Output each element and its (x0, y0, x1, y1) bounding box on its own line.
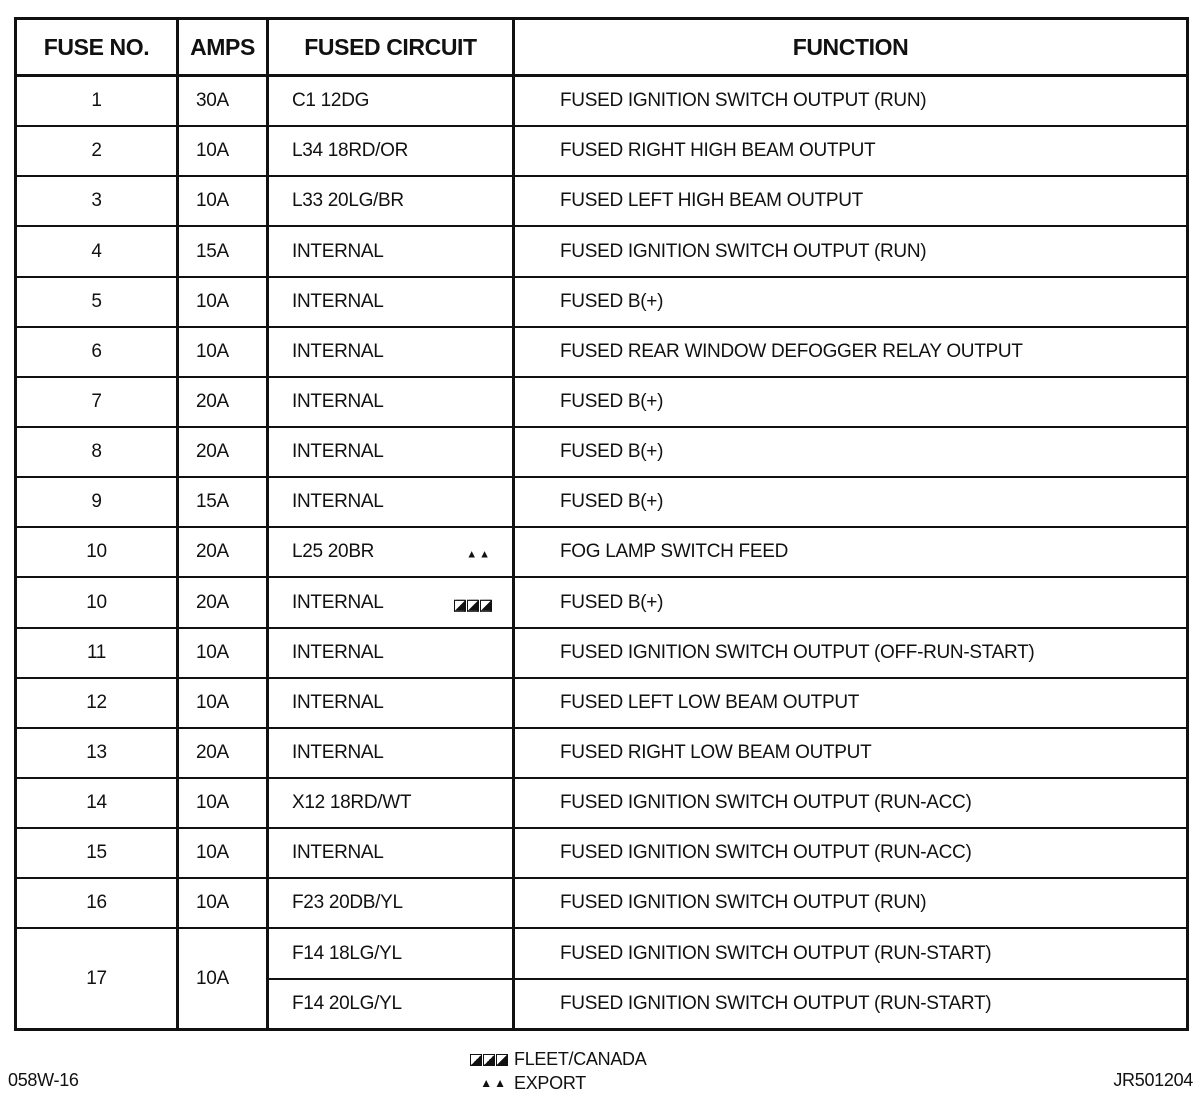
fuse-function: FUSED B(+) (514, 277, 1188, 327)
fuse-number: 14 (16, 778, 178, 828)
fused-circuit-label: INTERNAL (292, 591, 384, 613)
header-amps: AMPS (178, 19, 268, 76)
table-row (16, 277, 1188, 327)
legend-fleet-row (462, 1047, 646, 1071)
header-fused-circuit: FUSED CIRCUIT (268, 19, 514, 76)
fused-circuit-label: INTERNAL (292, 390, 384, 412)
fused-circuit (268, 728, 514, 778)
fused-circuit (268, 577, 514, 627)
fused-circuit-label: INTERNAL (292, 691, 384, 713)
table-row (16, 327, 1188, 377)
fused-circuit (268, 678, 514, 728)
fuse-function: FUSED B(+) (514, 577, 1188, 627)
fuse-amps: 10A (178, 928, 268, 1029)
table-row (16, 176, 1188, 226)
legend-export-row (462, 1071, 646, 1095)
fused-circuit (268, 778, 514, 828)
header-fuse-no: FUSE NO. (16, 19, 178, 76)
fuse-number: 10 (16, 577, 178, 627)
fused-circuit-label: X12 18RD/WT (292, 792, 412, 814)
fuse-amps: 10A (178, 778, 268, 828)
fuse-amps: 30A (178, 76, 268, 127)
fused-circuit-label: C1 12DG (292, 90, 370, 112)
fused-circuit-label: INTERNAL (292, 340, 384, 362)
fuse-number: 16 (16, 878, 178, 928)
fuse-function: FUSED IGNITION SWITCH OUTPUT (OFF-RUN-START) (514, 628, 1188, 678)
fused-circuit-label: INTERNAL (292, 441, 384, 463)
fuse-function: FUSED IGNITION SWITCH OUTPUT (RUN-ACC) (514, 778, 1188, 828)
fused-circuit (268, 327, 514, 377)
fuse-function: FUSED B(+) (514, 477, 1188, 527)
table-row (16, 126, 1188, 176)
fuse-amps: 20A (178, 377, 268, 427)
fuse-amps: 10A (178, 828, 268, 878)
fused-circuit (268, 226, 514, 276)
fuse-amps: 20A (178, 527, 268, 577)
table-row (16, 878, 1188, 928)
fuse-number: 12 (16, 678, 178, 728)
fuse-function: FUSED RIGHT LOW BEAM OUTPUT (514, 728, 1188, 778)
fuse-function: FUSED B(+) (514, 427, 1188, 477)
table-row (16, 226, 1188, 276)
table-row (16, 678, 1188, 728)
fuse-amps: 10A (178, 628, 268, 678)
fuse-function: FOG LAMP SWITCH FEED (514, 527, 1188, 577)
fuse-number: 3 (16, 176, 178, 226)
fused-circuit (268, 277, 514, 327)
table-row (16, 728, 1188, 778)
fused-circuit (268, 628, 514, 678)
fuse-amps: 10A (178, 126, 268, 176)
table-row (16, 377, 1188, 427)
header-function: FUNCTION (514, 19, 1188, 76)
fuse-function: FUSED IGNITION SWITCH OUTPUT (RUN) (514, 878, 1188, 928)
fuse-function: FUSED RIGHT HIGH BEAM OUTPUT (514, 126, 1188, 176)
table-header-row (16, 19, 1188, 76)
fuse-number: 1 (16, 76, 178, 127)
fuse-number: 17 (16, 928, 178, 1029)
fuse-number: 9 (16, 477, 178, 527)
fuse-amps: 15A (178, 226, 268, 276)
fuse-number: 6 (16, 327, 178, 377)
fuse-amps: 20A (178, 427, 268, 477)
figure-code-left: 058W-16 (8, 1070, 79, 1090)
fuse-number: 4 (16, 226, 178, 276)
fuse-chart (14, 17, 1186, 1031)
fuse-amps: 10A (178, 678, 268, 728)
fuse-amps: 10A (178, 176, 268, 226)
fused-circuit (268, 377, 514, 427)
table-row (16, 628, 1188, 678)
fused-circuit (268, 76, 514, 127)
fused-circuit (268, 427, 514, 477)
fuse-table (14, 17, 1189, 1031)
fuse-amps: 20A (178, 728, 268, 778)
legend (462, 1047, 646, 1095)
fuse-function: FUSED REAR WINDOW DEFOGGER RELAY OUTPUT (514, 327, 1188, 377)
export-triangles-icon: ▲▲ (466, 548, 492, 561)
table-row (16, 928, 1188, 978)
fuse-function: FUSED IGNITION SWITCH OUTPUT (RUN-START) (514, 979, 1188, 1030)
fused-circuit: F14 18LG/YL (268, 928, 514, 978)
table-body (16, 76, 1188, 1030)
fused-circuit (268, 126, 514, 176)
fused-circuit-label: INTERNAL (292, 290, 384, 312)
table-row (16, 778, 1188, 828)
fused-circuit (268, 878, 514, 928)
fuse-function: FUSED LEFT LOW BEAM OUTPUT (514, 678, 1188, 728)
table-row (16, 828, 1188, 878)
fused-circuit-label: L33 20LG/BR (292, 190, 404, 212)
table-row (16, 76, 1188, 127)
legend-fleet-label: FLEET/CANADA (514, 1048, 647, 1069)
fused-circuit-label: INTERNAL (292, 491, 384, 513)
fuse-number: 5 (16, 277, 178, 327)
fuse-amps: 10A (178, 878, 268, 928)
fuse-number: 7 (16, 377, 178, 427)
fuse-number: 11 (16, 628, 178, 678)
fuse-amps: 20A (178, 577, 268, 627)
fuse-amps: 15A (178, 477, 268, 527)
fused-circuit (268, 527, 514, 577)
fuse-number: 2 (16, 126, 178, 176)
table-row (16, 527, 1188, 577)
fuse-function: FUSED B(+) (514, 377, 1188, 427)
table-row (16, 477, 1188, 527)
fuse-function: FUSED IGNITION SWITCH OUTPUT (RUN-ACC) (514, 828, 1188, 878)
fuse-number: 10 (16, 527, 178, 577)
fused-circuit (268, 828, 514, 878)
table-row (16, 427, 1188, 477)
fuse-amps: 10A (178, 327, 268, 377)
fused-circuit (268, 477, 514, 527)
legend-export-label: EXPORT (514, 1072, 586, 1093)
export-triangles-icon: ▲▲ (480, 1076, 508, 1090)
fused-circuit-label: INTERNAL (292, 842, 384, 864)
fused-circuit-label: F23 20DB/YL (292, 892, 403, 914)
fused-circuit: F14 20LG/YL (268, 979, 514, 1030)
fleet-canada-squares-icon (453, 598, 492, 612)
fused-circuit-label: INTERNAL (292, 240, 384, 262)
fused-circuit-label: L25 20BR (292, 541, 375, 563)
fused-circuit-label: INTERNAL (292, 741, 384, 763)
fuse-function: FUSED IGNITION SWITCH OUTPUT (RUN-START) (514, 928, 1188, 978)
fused-circuit (268, 176, 514, 226)
fuse-amps: 10A (178, 277, 268, 327)
fused-circuit-label: L34 18RD/OR (292, 140, 409, 162)
fuse-number: 13 (16, 728, 178, 778)
figure-code-right: JR501204 (1113, 1070, 1193, 1090)
fused-circuit-label: INTERNAL (292, 641, 384, 663)
fuse-number: 15 (16, 828, 178, 878)
fuse-function: FUSED LEFT HIGH BEAM OUTPUT (514, 176, 1188, 226)
fleet-canada-squares-icon (462, 1052, 514, 1066)
fuse-number: 8 (16, 427, 178, 477)
table-row (16, 577, 1188, 627)
fuse-function: FUSED IGNITION SWITCH OUTPUT (RUN) (514, 226, 1188, 276)
fuse-function: FUSED IGNITION SWITCH OUTPUT (RUN) (514, 76, 1188, 127)
